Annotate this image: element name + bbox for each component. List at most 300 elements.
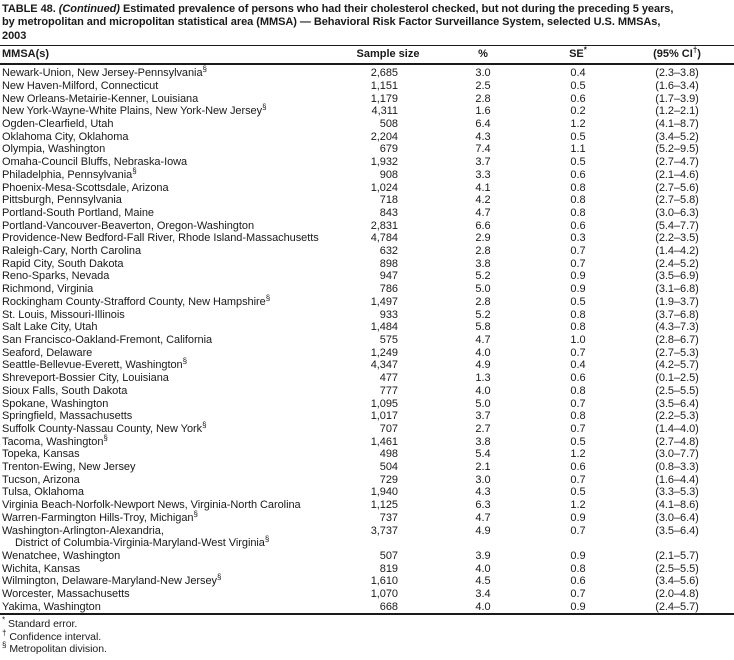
cell-sample-size: 1,461 — [370, 435, 398, 448]
table-row — [0, 385, 734, 398]
mmsa-name-line: Richmond, Virginia — [2, 283, 94, 296]
cell-ci: (2.7–5.8) — [655, 194, 699, 207]
cell-ci: (3.5–6.9) — [655, 270, 699, 283]
cell-sample-size: 1,151 — [370, 79, 398, 92]
footnote-marker: § — [202, 420, 207, 430]
cell-mmsa-name — [0, 309, 356, 322]
footnote-marker: § — [132, 166, 137, 176]
cell-percent: 3.0 — [475, 67, 491, 80]
mmsa-name-line: Sioux Falls, South Dakota — [2, 384, 128, 397]
cell-se: 0.7 — [570, 397, 586, 410]
table-row — [0, 436, 734, 449]
table-row — [0, 601, 734, 615]
mmsa-name-line: Virginia Beach-Norfolk-Newport News, Virginia-North Carolina — [2, 499, 301, 512]
cell-percent: 4.0 — [475, 384, 491, 397]
table-row — [0, 461, 734, 474]
cell-ci: (2.7–4.8) — [655, 435, 699, 448]
cell-sample-size: 504 — [379, 461, 398, 474]
cell-percent: 2.8 — [475, 295, 491, 308]
cell-percent: 4.1 — [475, 181, 491, 194]
cell-percent: 4.9 — [475, 524, 491, 537]
cell-percent: 2.8 — [475, 245, 491, 258]
cell-percent: 4.0 — [475, 562, 491, 575]
table-row — [0, 283, 734, 296]
mmsa-name-line: Tucson, Arizona — [2, 473, 80, 486]
cell-ci: (2.0–4.8) — [655, 588, 699, 601]
table-row — [0, 588, 734, 601]
cell-mmsa-name — [0, 432, 356, 449]
footnote-marker: § — [262, 102, 267, 112]
mmsa-name-line: Seaford, Delaware — [2, 346, 93, 359]
table-row — [0, 334, 734, 347]
cell-sample-size: 707 — [379, 422, 398, 435]
mmsa-name-line: Warren-Farmington Hills-Troy, Michigan§ — [2, 509, 198, 524]
cell-mmsa-name — [0, 194, 356, 207]
cell-sample-size: 1,249 — [370, 346, 398, 359]
cell-percent: 4.2 — [475, 194, 491, 207]
cell-mmsa-name — [0, 321, 356, 334]
table-row — [0, 474, 734, 487]
cell-mmsa-name — [0, 102, 356, 118]
cell-percent: 3.4 — [475, 588, 491, 601]
cell-ci: (2.7–5.6) — [655, 181, 699, 194]
cell-se: 1.1 — [570, 143, 586, 156]
cell-se: 0.8 — [570, 562, 586, 575]
cell-percent: 2.1 — [475, 461, 491, 474]
table-row — [0, 169, 734, 182]
table-row — [0, 270, 734, 283]
cell-sample-size: 3,737 — [370, 524, 398, 537]
cell-mmsa-name — [0, 398, 356, 411]
cell-ci: (2.1–5.7) — [655, 549, 699, 562]
table-row — [0, 321, 734, 334]
column-header-mmsa: MMSA(s) — [0, 46, 356, 64]
cell-sample-size: 1,024 — [370, 181, 398, 194]
table-row — [0, 575, 734, 588]
cell-se: 0.5 — [570, 79, 586, 92]
footnote-marker: † — [2, 628, 7, 638]
cell-ci: (3.0–6.4) — [655, 511, 699, 524]
table-row — [0, 118, 734, 131]
cell-ci: (3.4–5.2) — [655, 130, 699, 143]
table-row — [0, 398, 734, 411]
mmsa-name-line: Portland-Vancouver-Beaverton, Oregon-Washington — [2, 219, 255, 232]
cell-mmsa-name — [0, 448, 356, 461]
mmsa-name-line: Shreveport-Bossier City, Louisiana — [2, 372, 169, 385]
cell-se: 0.7 — [570, 524, 586, 537]
cell-mmsa-name — [0, 220, 356, 233]
cell-percent: 5.0 — [475, 397, 491, 410]
cell-ci: (1.2–2.1) — [655, 105, 699, 118]
cell-sample-size: 819 — [379, 562, 398, 575]
cell-se: 0.5 — [570, 130, 586, 143]
cell-ci: (4.2–5.7) — [655, 359, 699, 372]
cell-sample-size: 843 — [379, 206, 398, 219]
cell-se: 0.7 — [570, 588, 586, 601]
cell-se: 0.5 — [570, 295, 586, 308]
cell-se: 0.8 — [570, 308, 586, 321]
cell-mmsa-name — [0, 588, 356, 601]
footnote-marker: † — [692, 45, 698, 55]
cell-se: 0.6 — [570, 372, 586, 385]
footnote-marker: § — [182, 356, 188, 366]
mmsa-name-line: Reno-Sparks, Nevada — [2, 270, 110, 283]
table-body — [0, 64, 734, 614]
cell-ci: (2.4–5.7) — [655, 600, 699, 613]
cell-se: 0.3 — [570, 232, 586, 245]
cell-ci: (4.3–7.3) — [655, 321, 699, 334]
footnote-marker: * — [2, 615, 6, 625]
mmsa-name-line: Portland-South Portland, Maine — [2, 206, 154, 219]
title-line-2: by metropolitan and micropolitan statistical area (MMSA) — Behavioral Risk Factor Surveillance System, selected U.S. MMSAs, — [2, 16, 661, 29]
mmsa-name-line: Ogden-Clearfield, Utah — [2, 118, 114, 131]
cell-ci: (1.9–3.7) — [655, 295, 699, 308]
cell-percent: 3.8 — [475, 257, 491, 270]
cell-percent: 4.3 — [475, 130, 491, 143]
cell-ci: (3.5–6.4) — [655, 524, 699, 537]
cell-mmsa-name — [0, 410, 356, 423]
cell-mmsa-name — [0, 499, 356, 512]
cell-sample-size: 1,940 — [370, 486, 398, 499]
mmsa-name-line: Wilmington, Delaware-Maryland-New Jersey§ — [2, 572, 222, 588]
cell-se: 0.9 — [570, 511, 586, 524]
table-row — [0, 448, 734, 461]
cell-se: 0.9 — [570, 270, 586, 283]
cell-mmsa-name — [0, 525, 356, 550]
cell-ci: (3.5–6.4) — [655, 397, 699, 410]
cell-sample-size: 4,311 — [371, 105, 398, 118]
cell-sample-size: 729 — [379, 473, 398, 486]
table-row — [0, 499, 734, 512]
cell-ci: (2.4–5.2) — [655, 257, 699, 270]
column-header-ci: (95% CI†) — [610, 46, 734, 64]
cell-ci: (2.5–5.5) — [655, 562, 699, 575]
cell-se: 0.5 — [570, 156, 586, 169]
cell-sample-size: 477 — [379, 372, 398, 385]
cell-percent: 3.3 — [475, 168, 491, 181]
mmsa-name-line: Worcester, Massachusetts — [2, 588, 130, 601]
cell-se: 0.5 — [570, 435, 586, 448]
cell-percent: 5.8 — [475, 321, 491, 334]
mmsa-name-line: Wichita, Kansas — [2, 562, 81, 575]
cell-mmsa-name — [0, 474, 356, 487]
footnote-text: Standard error. — [5, 618, 78, 631]
cell-mmsa-name — [0, 118, 356, 131]
cell-percent: 4.0 — [475, 600, 491, 613]
mmsa-name-line: Omaha-Council Bluffs, Nebraska-Iowa — [2, 156, 188, 169]
cell-sample-size: 1,497 — [370, 295, 398, 308]
cell-sample-size: 786 — [379, 283, 398, 296]
cell-ci: (1.4–4.0) — [655, 422, 699, 435]
cell-mmsa-name — [0, 258, 356, 271]
mmsa-name-line: Seattle-Bellevue-Everett, Washington§ — [2, 356, 188, 372]
table-row — [0, 359, 734, 372]
cell-percent: 4.7 — [475, 511, 491, 524]
cell-mmsa-name — [0, 182, 356, 195]
footnote-text: Confidence interval. — [6, 630, 102, 643]
cell-se: 0.4 — [570, 359, 586, 372]
cell-mmsa-name — [0, 486, 356, 499]
cell-sample-size: 718 — [379, 194, 398, 207]
mmsa-name-line: District of Columbia-Virginia-Maryland-West Virginia§ — [15, 534, 270, 550]
table-row — [0, 309, 734, 322]
cell-percent: 4.7 — [475, 333, 491, 346]
mmsa-name-line: Pittsburgh, Pennsylvania — [2, 194, 122, 207]
footnote — [2, 628, 732, 643]
cell-ci: (2.7–5.3) — [655, 346, 699, 359]
cell-ci: (5.2–9.5) — [655, 143, 699, 156]
footnote-marker: § — [265, 293, 271, 303]
cell-mmsa-name — [0, 347, 356, 360]
cell-sample-size: 508 — [379, 118, 398, 131]
footnote-marker: § — [103, 432, 108, 442]
table-row — [0, 347, 734, 360]
cell-ci: (5.4–7.7) — [655, 219, 699, 232]
cell-se: 0.7 — [570, 422, 586, 435]
footnote-marker: § — [217, 572, 222, 582]
mmsa-name-line: New Orleans-Metairie-Kenner, Louisiana — [2, 92, 199, 105]
footnote-marker: § — [2, 640, 7, 650]
cell-se: 0.6 — [570, 461, 586, 474]
cell-se: 0.7 — [570, 245, 586, 258]
cell-ci: (3.0–6.3) — [655, 206, 699, 219]
cell-mmsa-name — [0, 156, 356, 169]
footnote-marker: * — [583, 45, 587, 55]
cell-sample-size: 4,784 — [370, 232, 398, 245]
table-header — [0, 46, 734, 64]
cell-mmsa-name — [0, 356, 356, 372]
cell-mmsa-name — [0, 245, 356, 258]
cell-ci: (3.0–7.7) — [655, 448, 699, 461]
table-row — [0, 525, 734, 550]
cell-ci: (0.8–3.3) — [655, 461, 699, 474]
cell-percent: 2.7 — [475, 422, 491, 435]
mmsa-name-line: Rapid City, South Dakota — [2, 257, 124, 270]
cell-mmsa-name — [0, 131, 356, 144]
cell-ci: (3.7–6.8) — [655, 308, 699, 321]
cell-percent: 5.2 — [475, 270, 491, 283]
cell-sample-size: 668 — [379, 600, 398, 613]
prevalence-table — [0, 46, 734, 615]
cell-ci: (1.7–3.9) — [655, 92, 699, 105]
mmsa-name-line: Salt Lake City, Utah — [2, 321, 98, 334]
cell-se: 0.6 — [570, 219, 586, 232]
column-header-se: SE* — [546, 46, 610, 64]
cell-sample-size: 947 — [379, 270, 398, 283]
footnotes — [0, 615, 734, 655]
cell-mmsa-name — [0, 166, 356, 182]
cell-se: 0.8 — [570, 321, 586, 334]
cell-se: 0.6 — [570, 575, 586, 588]
table-row — [0, 156, 734, 169]
cell-percent: 2.9 — [475, 232, 491, 245]
cell-mmsa-name — [0, 93, 356, 106]
cell-sample-size: 1,070 — [370, 588, 398, 601]
cell-ci: (2.2–3.5) — [655, 232, 699, 245]
mmsa-name-line: Olympia, Washington — [2, 143, 106, 156]
cell-percent: 4.9 — [475, 359, 491, 372]
table-row — [0, 512, 734, 525]
cell-sample-size: 2,204 — [370, 130, 398, 143]
table-row — [0, 194, 734, 207]
table-row — [0, 143, 734, 156]
table-row — [0, 64, 734, 80]
cell-ci: (2.3–3.8) — [655, 67, 699, 80]
cell-sample-size: 933 — [379, 308, 398, 321]
mmsa-name-line: Washington-Arlington-Alexandria, — [2, 524, 164, 537]
cell-se: 0.7 — [570, 473, 586, 486]
table-row — [0, 258, 734, 271]
table-row — [0, 423, 734, 436]
cell-se: 0.8 — [570, 194, 586, 207]
cell-sample-size: 498 — [379, 448, 398, 461]
footnote-marker: § — [202, 64, 207, 74]
cell-ci: (2.1–4.6) — [655, 168, 699, 181]
cell-sample-size: 777 — [379, 384, 398, 397]
cell-ci: (3.4–5.6) — [655, 575, 699, 588]
cell-percent: 5.2 — [475, 308, 491, 321]
mmsa-name-line: New York-Wayne-White Plains, New York-New Jersey§ — [2, 102, 267, 118]
cell-se: 0.2 — [570, 105, 586, 118]
table-number: TABLE 48. — [2, 3, 56, 15]
cell-mmsa-name — [0, 64, 356, 80]
cell-se: 0.7 — [570, 346, 586, 359]
cell-se: 1.2 — [570, 118, 586, 131]
cell-mmsa-name — [0, 601, 356, 615]
table-row — [0, 105, 734, 118]
table-title — [0, 2, 734, 46]
cell-mmsa-name — [0, 143, 356, 156]
cell-sample-size: 1,484 — [370, 321, 398, 334]
cell-mmsa-name — [0, 572, 356, 588]
cell-sample-size: 679 — [379, 143, 398, 156]
cell-ci: (1.6–3.4) — [655, 79, 699, 92]
table-row — [0, 486, 734, 499]
mmsa-name-line: New Haven-Milford, Connecticut — [2, 79, 159, 92]
table-row — [0, 220, 734, 233]
mmsa-name-line: Oklahoma City, Oklahoma — [2, 130, 129, 143]
cell-sample-size: 1,095 — [370, 397, 398, 410]
cell-se: 1.0 — [570, 333, 586, 346]
cell-ci: (4.1–8.7) — [655, 118, 699, 131]
mmsa-name-line: Phoenix-Mesa-Scottsdale, Arizona — [2, 181, 169, 194]
cell-sample-size: 1,610 — [370, 575, 398, 588]
cell-ci: (3.3–5.3) — [655, 486, 699, 499]
cell-se: 0.9 — [570, 283, 586, 296]
cell-se: 0.9 — [570, 600, 586, 613]
mmsa-name-line: Tacoma, Washington§ — [2, 432, 108, 448]
cell-mmsa-name — [0, 232, 356, 245]
cell-ci: (2.8–6.7) — [655, 333, 699, 346]
cell-percent: 4.5 — [475, 575, 491, 588]
cell-ci: (0.1–2.5) — [655, 372, 699, 385]
mmsa-name-line: Yakima, Washington — [2, 600, 101, 613]
footnote — [2, 615, 732, 631]
cell-sample-size: 908 — [379, 168, 398, 181]
table-row — [0, 182, 734, 195]
cell-se: 0.8 — [570, 206, 586, 219]
cell-percent: 3.9 — [475, 549, 491, 562]
cell-percent: 2.8 — [475, 92, 491, 105]
cell-ci: (2.2–5.3) — [655, 410, 699, 423]
table-row — [0, 207, 734, 220]
mmsa-name-line: St. Louis, Missouri-Illinois — [2, 308, 125, 321]
cell-percent: 6.4 — [475, 118, 491, 131]
table-row — [0, 296, 734, 309]
cell-mmsa-name — [0, 283, 356, 296]
cell-sample-size: 2,831 — [370, 219, 398, 232]
cell-ci: (3.1–6.8) — [655, 283, 699, 296]
cell-se: 0.9 — [570, 549, 586, 562]
table-row — [0, 80, 734, 93]
cell-percent: 1.6 — [475, 105, 491, 118]
cell-ci: (2.7–4.7) — [655, 156, 699, 169]
cell-se: 1.2 — [570, 448, 586, 461]
cell-mmsa-name — [0, 270, 356, 283]
cell-mmsa-name — [0, 420, 356, 436]
mmsa-name-line: Newark-Union, New Jersey-Pennsylvania§ — [2, 64, 207, 80]
cell-mmsa-name — [0, 293, 356, 309]
cell-se: 0.6 — [570, 92, 586, 105]
header-row — [0, 46, 734, 64]
mmsa-name-line: Wenatchee, Washington — [2, 549, 121, 562]
mmsa-name-line: Providence-New Bedford-Fall River, Rhode Island-Massachusetts — [2, 232, 319, 245]
cell-se: 0.8 — [570, 181, 586, 194]
cell-mmsa-name — [0, 334, 356, 347]
title-text: Estimated prevalence of persons who had their cholesterol checked, but not during the preceding 5 years, — [122, 3, 674, 15]
cell-se: 0.7 — [570, 257, 586, 270]
table-row — [0, 131, 734, 144]
mmsa-name-line: Rockingham County-Strafford County, New Hampshire§ — [2, 293, 271, 308]
cell-percent: 3.0 — [475, 473, 491, 486]
cell-percent: 5.0 — [475, 283, 491, 296]
cell-mmsa-name — [0, 372, 356, 385]
cell-se: 0.5 — [570, 486, 586, 499]
mmsa-name-line: Trenton-Ewing, New Jersey — [2, 461, 136, 474]
table-row — [0, 232, 734, 245]
cell-ci: (2.5–5.5) — [655, 384, 699, 397]
mmsa-name-line: San Francisco-Oakland-Fremont, California — [2, 333, 213, 346]
cell-percent: 4.3 — [475, 486, 491, 499]
cell-sample-size: 4,347 — [370, 359, 398, 372]
cell-se: 0.8 — [570, 410, 586, 423]
mmsa-name-line: Raleigh-Cary, North Carolina — [2, 245, 142, 258]
cell-ci: (1.4–4.2) — [655, 245, 699, 258]
cell-percent: 2.5 — [475, 79, 491, 92]
footnote-marker: § — [193, 509, 198, 519]
cell-ci: (4.1–8.6) — [655, 499, 699, 512]
mmsa-name-line: Suffolk County-Nassau County, New York§ — [2, 420, 207, 435]
table-row — [0, 245, 734, 258]
table-row — [0, 550, 734, 563]
cell-mmsa-name — [0, 461, 356, 474]
cell-mmsa-name — [0, 550, 356, 563]
cell-se: 0.4 — [570, 67, 586, 80]
mmsa-name-line: Spokane, Washington — [2, 397, 109, 410]
cell-percent: 3.7 — [475, 410, 491, 423]
table-row — [0, 93, 734, 106]
cell-percent: 7.4 — [475, 143, 491, 156]
cell-percent: 3.8 — [475, 435, 491, 448]
cell-percent: 6.6 — [475, 219, 491, 232]
mmsa-name-line: Topeka, Kansas — [2, 448, 80, 461]
cell-percent: 6.3 — [475, 499, 491, 512]
table-row — [0, 563, 734, 576]
column-header-percent: % — [420, 46, 546, 64]
cell-mmsa-name — [0, 509, 356, 525]
table-row — [0, 410, 734, 423]
cell-sample-size: 1,125 — [370, 499, 398, 512]
